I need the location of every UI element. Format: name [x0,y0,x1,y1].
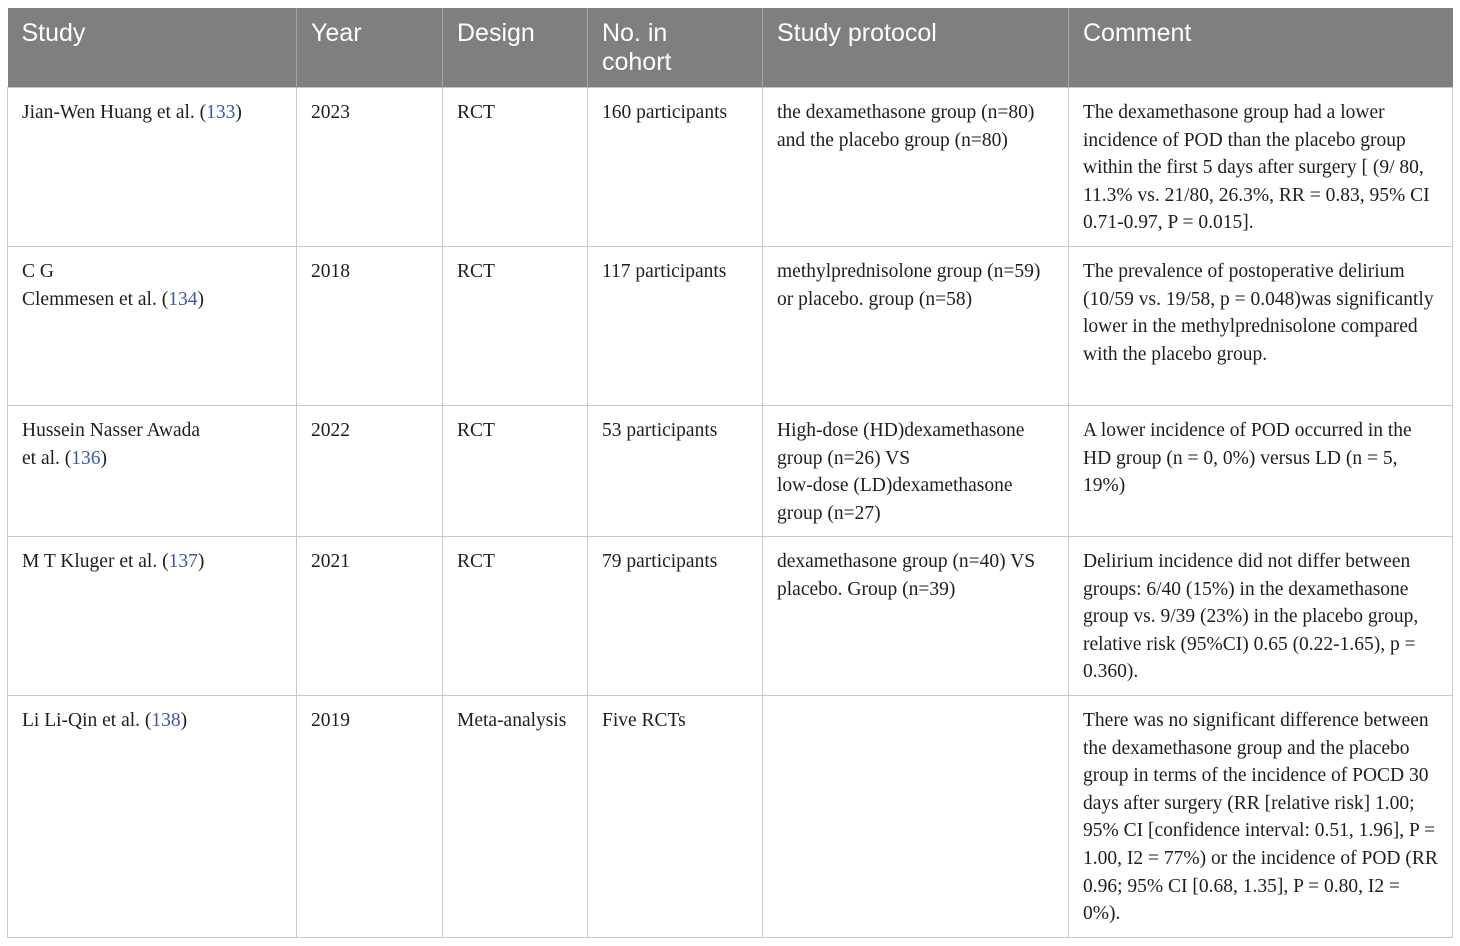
cell-protocol: methylprednisolone group (n=59) or placebo. group (n=58) [763,247,1069,406]
reference-link[interactable]: 137 [168,551,198,572]
reference-link[interactable]: 138 [151,710,181,731]
study-name: Li Li-Qin et al. ( [22,710,152,731]
cell-comment: The prevalence of postoperative delirium (10/59 vs. 19/58, p = 0.048)was significantly lower in the methylprednisolone compared with the placebo group. [1069,247,1453,406]
study-name: Clemmesen et al. ( [22,288,169,310]
study-name: M T Kluger et al. ( [22,551,169,572]
study-suffix: ) [197,288,204,310]
reference-link[interactable]: 133 [206,102,236,123]
cell-design: RCT [443,537,588,696]
cell-design: RCT [443,88,588,247]
cell-study [8,537,297,696]
cell-protocol [763,406,1069,537]
header-design: Design [443,8,588,88]
study-name-line1: C G [22,261,54,282]
cell-protocol: the dexamethasone group (n=80) and the placebo group (n=80) [763,88,1069,247]
studies-table [7,8,1453,938]
header-protocol: Study protocol [763,8,1069,88]
cell-comment: The dexamethasone group had a lower incidence of POD than the placebo group within the first 5 days after surgery [ (9/ 80, 11.3% vs. 21/80, 26.3%, RR = 0.83, 95% CI 0.71-0.97, P = 0.015]. [1069,88,1453,247]
table-row [8,247,1453,406]
cell-year: 2018 [297,247,443,406]
header-year: Year [297,8,443,88]
protocol-line1: High-dose (HD)dexamethasone group (n=26) VS [777,420,1025,469]
study-name: et al. ( [22,447,72,469]
cell-design: RCT [443,406,588,537]
cell-year: 2019 [297,696,443,938]
table-row [8,537,1453,696]
header-cohort [588,8,763,88]
study-suffix: ) [197,551,205,572]
cell-cohort: 79 participants [588,537,763,696]
cell-year: 2023 [297,88,443,247]
cell-study [8,406,297,537]
table-row [8,406,1453,537]
header-study: Study [8,8,297,88]
cell-comment: A lower incidence of POD occurred in the HD group (n = 0, 0%) versus LD (n = 5, 19%) [1069,406,1453,537]
cell-study [8,696,297,938]
header-cohort-line2: cohort [602,48,672,76]
protocol-line2: low-dose (LD)dexamethasone group (n=27) [777,475,1013,524]
header-comment: Comment [1069,8,1453,88]
study-name-line1: Hussein Nasser Awada [22,420,201,441]
table-header [8,8,1453,88]
cell-cohort: 53 participants [588,406,763,537]
header-row [8,8,1453,88]
cell-design: RCT [443,247,588,406]
cell-cohort: Five RCTs [588,696,763,938]
header-cohort-line1: No. in [602,19,668,47]
table-row [8,88,1453,247]
study-name: Jian-Wen Huang et al. ( [22,102,207,123]
reference-link[interactable]: 134 [168,288,198,310]
cell-study [8,88,297,247]
study-suffix: ) [100,447,108,469]
cell-protocol [763,696,1069,938]
cell-year: 2022 [297,406,443,537]
cell-cohort: 117 participants [588,247,763,406]
study-suffix: ) [235,102,242,123]
study-suffix: ) [180,710,188,731]
cell-study [8,247,297,406]
cell-comment: Delirium incidence did not differ between groups: 6/40 (15%) in the dexamethasone group vs. 9/39 (23%) in the placebo group, relative risk (95%CI) 0.65 (0.22-1.65), p = 0.360). [1069,537,1453,696]
cell-year: 2021 [297,537,443,696]
cell-protocol: dexamethasone group (n=40) VS placebo. Group (n=39) [763,537,1069,696]
table-row [8,696,1453,938]
cell-cohort: 160 participants [588,88,763,247]
cell-comment: There was no significant difference between the dexamethasone group and the placebo group in terms of the incidence of POCD 30 days after surgery (RR [relative risk] 1.00; 95% CI [confidence interval: 0.51, 1.96], P = 1.00, I2 = 77%) or the incidence of POD (RR 0.96; 95% CI [0.68, 1.35], P = 0.80, I2 = 0%). [1069,696,1453,938]
table-body [8,88,1453,938]
cell-design: Meta-analysis [443,696,588,938]
reference-link[interactable]: 136 [71,447,101,469]
